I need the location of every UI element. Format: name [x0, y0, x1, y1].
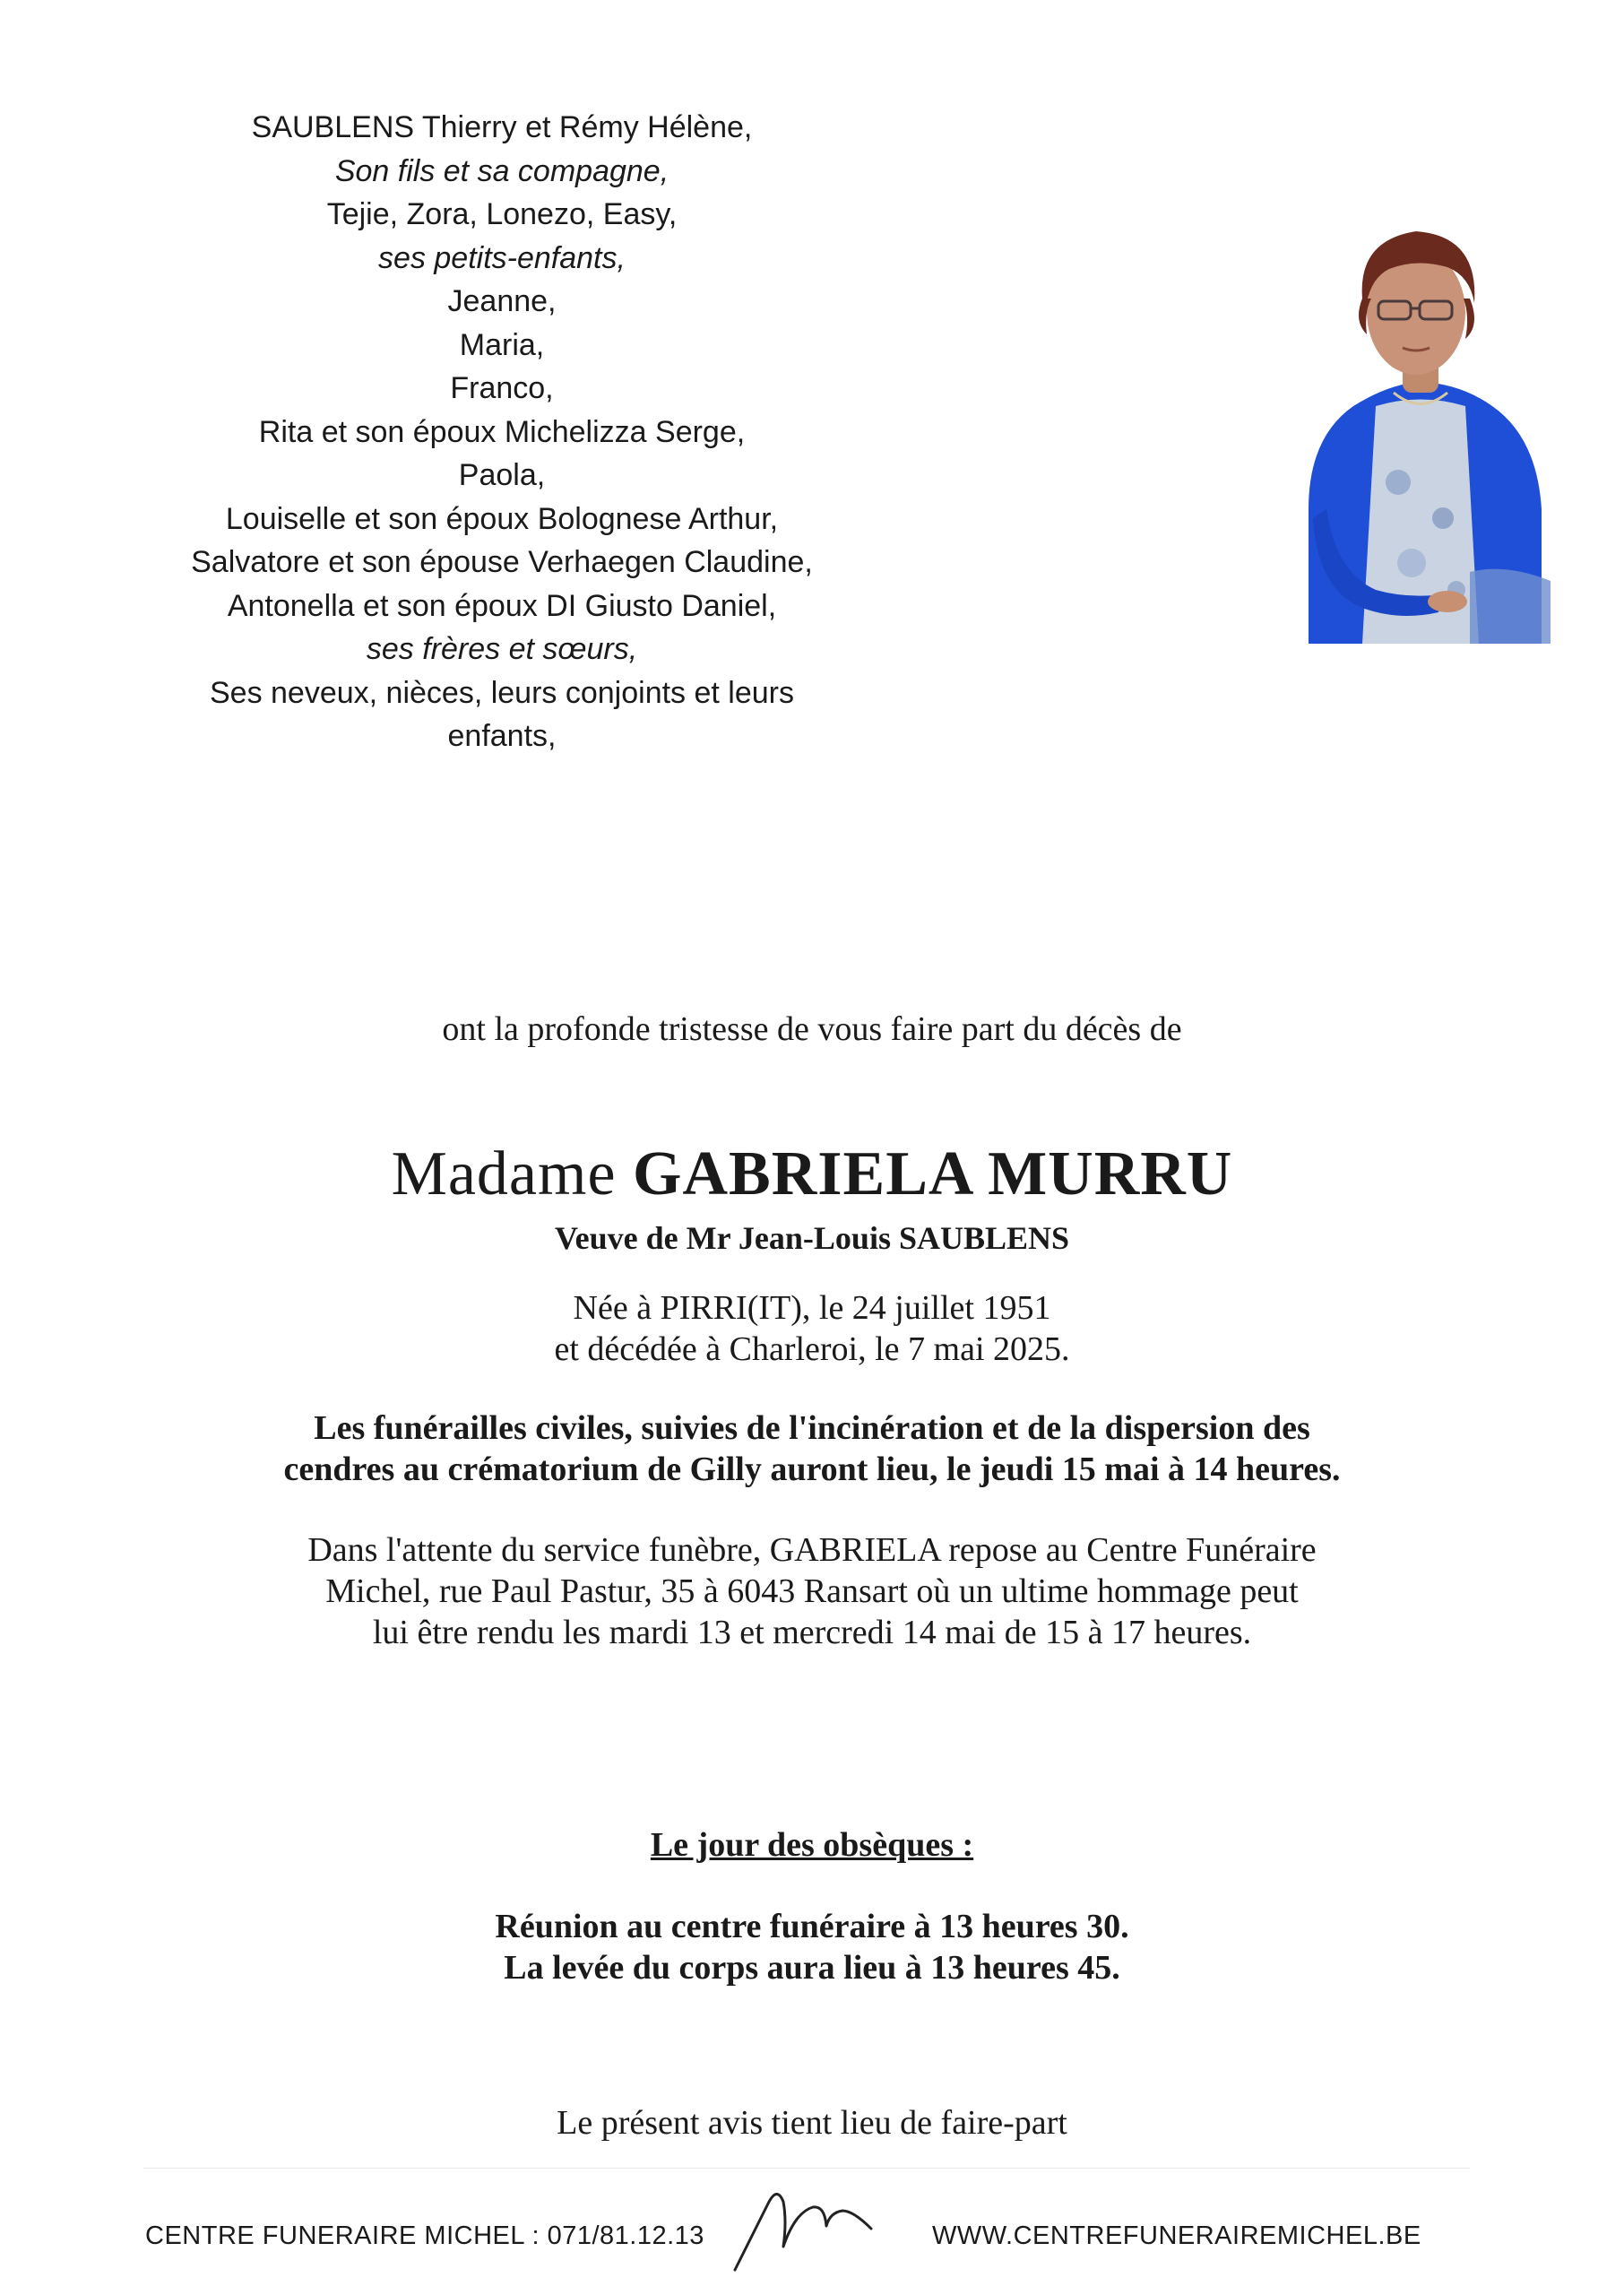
family-line: Salvatore et son épouse Verhaegen Claudine, [191, 545, 813, 579]
family-list [134, 106, 869, 758]
schedule-line: La levée du corps aura lieu à 13 heures 45. [504, 1949, 1120, 1987]
family-line: SAUBLENS Thierry et Rémy Hélène, [251, 110, 753, 144]
notice-text: Le présent avis tient lieu de faire-part [557, 2104, 1067, 2142]
deceased-name [0, 1139, 1624, 1210]
schedule-line: Réunion au centre funéraire à 13 heures 30. [495, 1908, 1129, 1945]
wake-line: lui être rendu les mardi 13 et mercredi 14 mai de 15 à 17 heures. [372, 1614, 1252, 1651]
family-line: Tejie, Zora, Lonezo, Easy, [326, 197, 678, 231]
wake-info [0, 1529, 1624, 1653]
footer-website[interactable]: WWW.CENTREFUNERAIREMICHEL.BE [932, 2221, 1421, 2250]
portrait-photo [1291, 213, 1551, 644]
birth-line: Née à PIRRI(IT), le 24 juillet 1951 [573, 1289, 1051, 1327]
family-line: Rita et son époux Michelizza Serge, [258, 414, 746, 449]
family-line: ses frères et sœurs, [366, 632, 638, 666]
widow-of: Veuve de Mr Jean-Louis SAUBLENS [554, 1220, 1070, 1256]
signature-logo-icon [728, 2177, 880, 2275]
family-line: ses petits-enfants, [378, 240, 626, 275]
family-line: Maria, [459, 327, 545, 362]
wake-line: Michel, rue Paul Pastur, 35 à 6043 Ransart où un ultime hommage peut [325, 1572, 1299, 1610]
family-line: Ses neveux, nièces, leurs conjoints et leurs [209, 675, 794, 710]
wake-line: Dans l'attente du service funèbre, GABRIELA repose au Centre Funéraire [307, 1531, 1317, 1569]
deceased-title: Madame [391, 1139, 617, 1208]
family-line: Louiselle et son époux Bolognese Arthur, [225, 501, 779, 536]
funeral-info [0, 1407, 1624, 1490]
family-line: Son fils et sa compagne, [334, 153, 669, 188]
birth-death-dates [0, 1287, 1624, 1370]
family-line: Franco, [450, 371, 554, 405]
family-line: enfants, [447, 719, 557, 753]
funeral-day-schedule [0, 1906, 1624, 1988]
footer-phone: CENTRE FUNERAIRE MICHEL : 071/81.12.13 [145, 2221, 704, 2250]
family-line: Paola, [458, 458, 546, 492]
footer-divider [143, 2168, 1470, 2169]
death-line: et décédée à Charleroi, le 7 mai 2025. [554, 1330, 1070, 1368]
funeral-line: Les funérailles civiles, suivies de l'incinération et de la dispersion des [314, 1409, 1310, 1447]
deceased-fullname: GABRIELA MURRU [633, 1139, 1233, 1208]
funeral-line: cendres au crématorium de Gilly auront lieu, le jeudi 15 mai à 14 heures. [283, 1451, 1341, 1488]
intro-text: ont la profonde tristesse de vous faire part du décès de [442, 1010, 1182, 1048]
funeral-day-heading: Le jour des obsèques : [650, 1826, 974, 1864]
family-line: Jeanne, [447, 284, 557, 318]
family-line: Antonella et son époux DI Giusto Daniel, [227, 588, 777, 623]
